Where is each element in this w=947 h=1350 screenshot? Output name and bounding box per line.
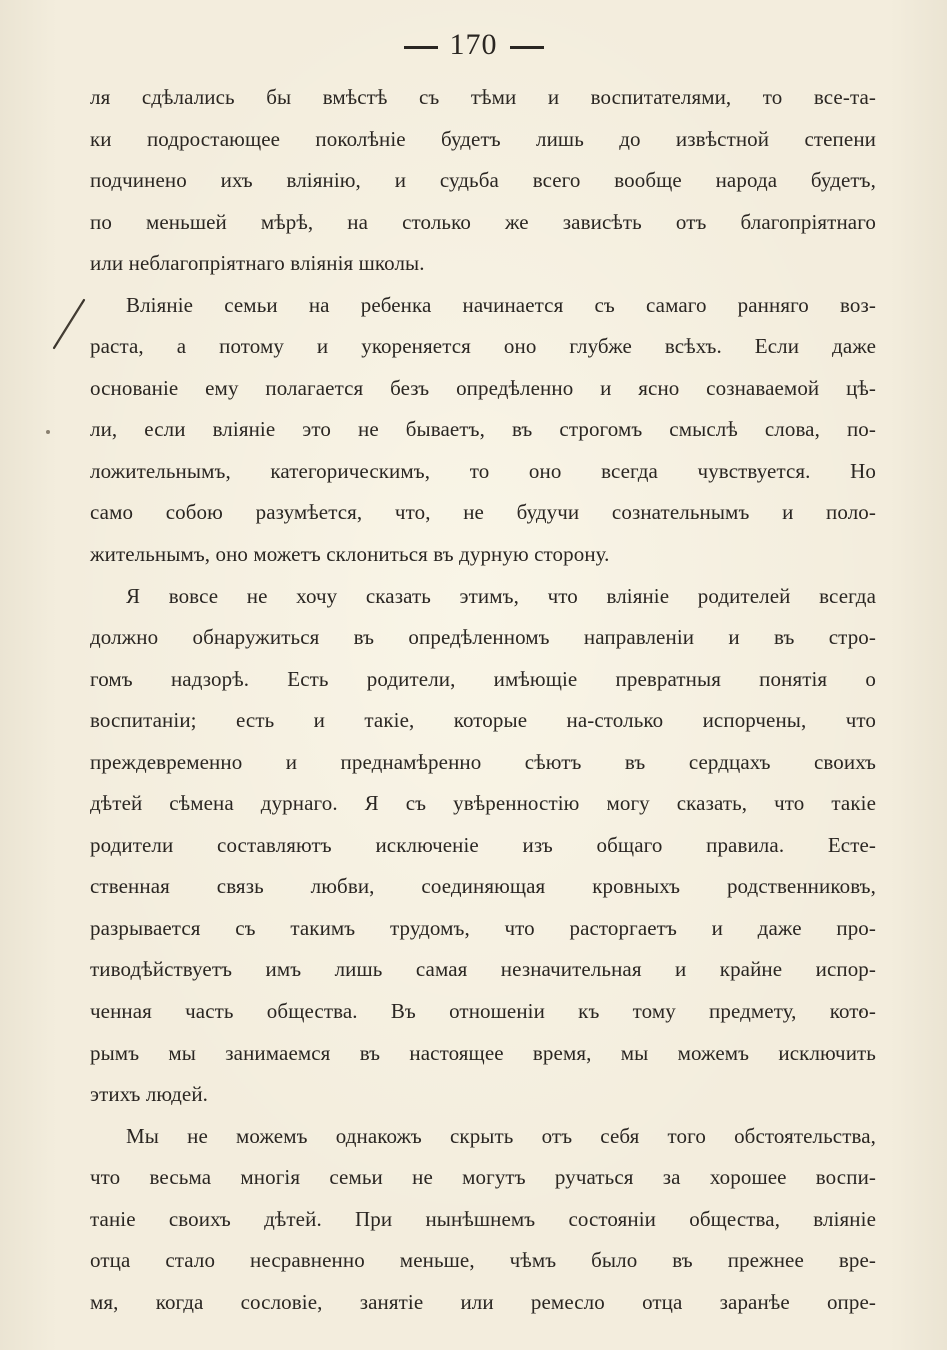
- text-line: раста, а потому и укореняется оно глубже всѣхъ. Если даже: [90, 334, 876, 359]
- paper-speck: [46, 430, 50, 434]
- text-line: преждевременно и преднамѣренно сѣютъ въ сердцахъ своихъ: [90, 749, 876, 774]
- text-line: ложительнымъ, категорическимъ, то оно всегда чувствуется. Но: [90, 458, 876, 483]
- paragraph-end-line: жительнымъ, оно можетъ склониться въ дурную сторону.: [90, 542, 610, 567]
- text-line: родители составляютъ исключеніе изъ общаго правила. Есте-: [90, 832, 876, 857]
- text-line: подчинено ихъ вліянію, и судьба всего вообще народа будетъ,: [90, 168, 876, 193]
- paragraph-start-line: Вліяніе семьи на ребенка начинается съ самаго ранняго воз-: [126, 292, 876, 317]
- text-line: что весьма многія семьи не могутъ ручаться за хорошее воспи-: [90, 1165, 876, 1190]
- page-number: 170: [449, 28, 498, 61]
- text-line: основаніе ему полагается безъ опредѣленно и ясно сознаваемой цѣ-: [90, 375, 876, 400]
- text-line: ля сдѣлались бы вмѣстѣ съ тѣми и воспитателями, то все-та-: [90, 85, 876, 109]
- text-line: гомъ надзорѣ. Есть родители, имѣющіе превратныя понятія о: [90, 666, 876, 691]
- body-text: [90, 77, 876, 1323]
- text-line: ки подростающее поколѣніе будетъ лишь до извѣстной степени: [90, 126, 876, 151]
- text-line: разрывается съ такимъ трудомъ, что расторгаетъ и даже про-: [90, 915, 876, 940]
- text-line: рымъ мы занимаемся въ настоящее время, мы можемъ исключить: [90, 1040, 876, 1065]
- margin-pencil-mark: [48, 296, 88, 356]
- text-line: дѣтей сѣмена дурнаго. Я съ увѣренностію могу сказать, что такіе: [90, 791, 876, 816]
- text-line: тиводѣйствуетъ имъ лишь самая незначительная и крайне испор-: [90, 957, 876, 982]
- text-line: ственная связь любви, соединяющая кровныхъ родственниковъ,: [90, 874, 876, 899]
- text-line: по меньшей мѣрѣ, на столько же зависѣть отъ благопріятнаго: [90, 209, 876, 234]
- text-line: воспитаніи; есть и такіе, которые на-столько испорчены, что: [90, 708, 876, 733]
- text-line: должно обнаружиться въ опредѣленномъ направленіи и въ стро-: [90, 625, 876, 650]
- header-dash-right: [510, 46, 544, 49]
- text-line: таніе своихъ дѣтей. При нынѣшнемъ состояніи общества, вліяніе: [90, 1206, 876, 1231]
- header-dash-left: [404, 46, 438, 49]
- paragraph-start-line: Мы не можемъ однакожъ скрыть отъ себя того обстоятельства,: [126, 1123, 876, 1148]
- text-line: мя, когда сословіе, занятіе или ремесло отца заранѣе опре-: [90, 1289, 876, 1314]
- text-line: ли, если вліяніе это не бываетъ, въ строгомъ смыслѣ слова, по-: [90, 417, 876, 442]
- paragraph-start-line: Я вовсе не хочу сказать этимъ, что вліяніе родителей всегда: [126, 583, 876, 608]
- page-header: [0, 28, 947, 62]
- paragraph-end-line: этихъ людей.: [90, 1082, 209, 1107]
- text-line: отца стало несравненно меньше, чѣмъ было въ прежнее вре-: [90, 1248, 876, 1273]
- text-line: само собою разумѣется, что, не будучи сознательнымъ и поло-: [90, 500, 876, 525]
- paragraph-end-line: или неблагопріятнаго вліянія школы.: [90, 251, 425, 276]
- text-line: ченная часть общества. Въ отношеніи къ тому предмету, кото-: [90, 999, 876, 1024]
